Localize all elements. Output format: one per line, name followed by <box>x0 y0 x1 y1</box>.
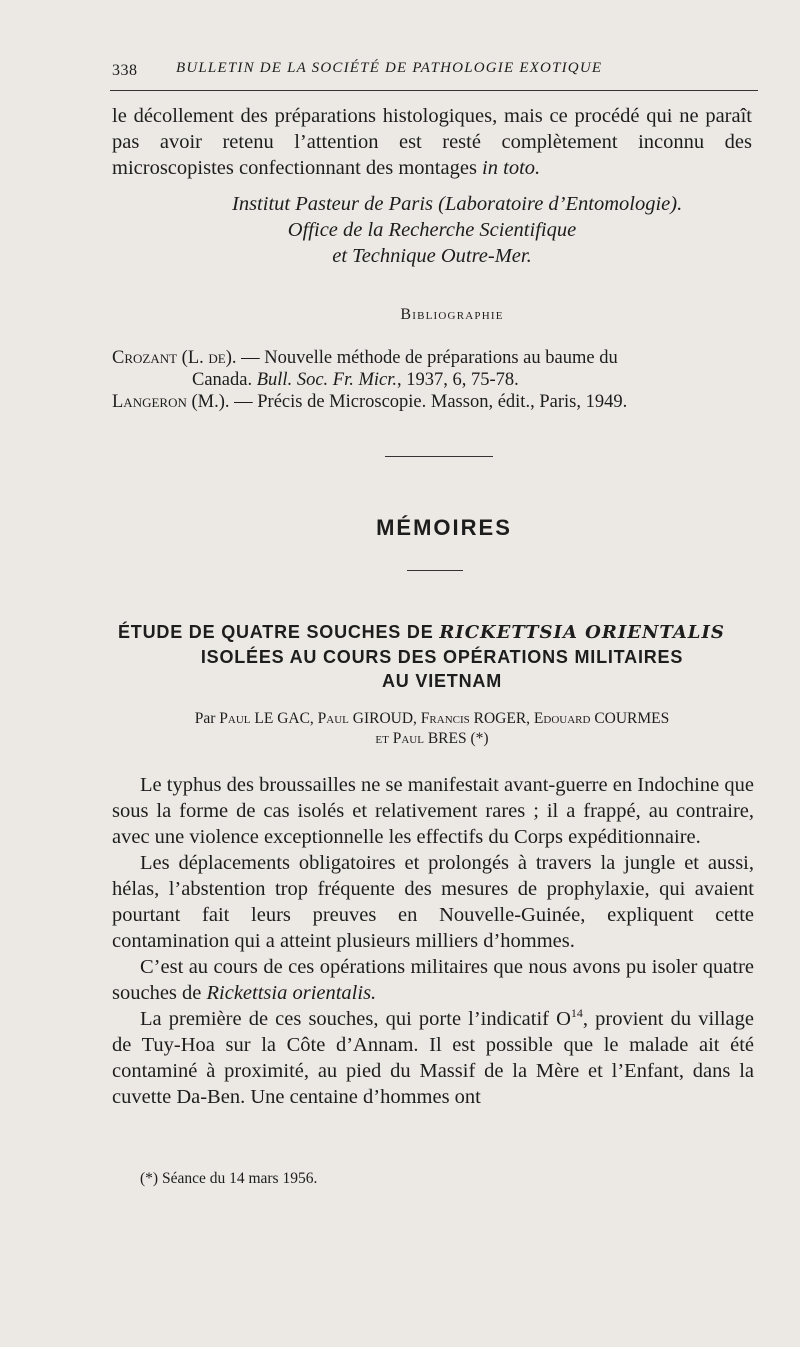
bibliography-list <box>112 347 760 413</box>
reference-cont-pre: Canada. <box>192 370 257 390</box>
institution-line-2: Office de la Recherche Scientifique <box>287 219 577 241</box>
title-line-1: ÉTUDE DE QUATRE SOUCHES DE <box>118 622 440 642</box>
authors-names: Paul LE GAC, Paul GIROUD, Francis ROGER, Edouard COURMES <box>219 710 670 727</box>
reference-text: — Nouvelle méthode de préparations au baume du <box>236 348 618 368</box>
institution-block <box>112 191 752 269</box>
paragraph-4 <box>112 1006 754 1110</box>
article-body <box>112 772 754 1110</box>
institution-line-3: et Technique Outre-Mer. <box>332 245 532 267</box>
paragraph-2: Les déplacements obligatoires et prolongés à travers la jungle et aussi, hélas, l’abstention trop fréquente des mesures de prophylaxie, qui avaient pourtant fait leurs preuves en Nouvelle-Guinée, expliquent cette contamination qui a atteint plusieurs milliers d’hommes. <box>112 852 754 952</box>
reference-1 <box>112 347 760 391</box>
section-heading: MÉMOIRES <box>376 515 512 540</box>
intro-paragraph <box>112 103 752 181</box>
reference-text: — Précis de Microscopie. Masson, édit., Paris, 1949. <box>229 392 628 412</box>
species-name: Rickettsia orientalis. <box>206 982 377 1004</box>
reference-author: Langeron (M.). <box>112 392 230 412</box>
journal-title: BULLETIN DE LA SOCIÉTÉ DE PATHOLOGIE EXOTIQUE <box>176 60 603 76</box>
reference-2 <box>112 391 760 413</box>
strain-superscript: 14 <box>570 1006 583 1020</box>
paragraph-1: Le typhus des broussailles ne se manifestait avant-guerre en Indochine que sous la forme de cas isolés et relativement rares ; il a frappé, au contraire, avec une violence exceptionnelle les effectifs du Corps expéditionnaire. <box>112 774 754 848</box>
title-species: RICKETTSIA ORIENTALIS <box>439 622 725 643</box>
paragraph-3-text: C’est au cours de ces opérations militaires que nous avons pu isoler quatre souches de <box>112 956 754 1004</box>
reference-cont-post: , 1937, 6, 75-78. <box>397 370 519 390</box>
reference-journal: Bull. Soc. Fr. Micr. <box>256 370 398 390</box>
footnote: (*) Séance du 14 mars 1956. <box>140 1170 318 1187</box>
title-line-2: ISOLÉES AU COURS DES OPÉRATIONS MILITAIRES <box>200 647 684 667</box>
authors-par: Par <box>194 710 220 727</box>
page-number: 338 <box>112 62 138 79</box>
intro-text: le décollement des préparations histologiques, mais ce procédé qui ne paraît pas avoir retenu l’attention est resté complètement inconnu des microscopistes confectionnant des montages <box>112 105 752 179</box>
article-title <box>112 620 772 693</box>
institution-line-1: Institut Pasteur de Paris (Laboratoire d’Entomologie). <box>232 193 683 215</box>
authors-line-2: et Paul BRES (*) <box>375 730 489 747</box>
heading-underline <box>407 570 463 571</box>
bibliography-heading: Bibliographie <box>400 306 504 323</box>
paragraph-3 <box>112 954 754 1006</box>
reference-author: Crozant (L. de). <box>112 348 237 368</box>
title-line-3: AU VIETNAM <box>382 671 502 691</box>
paragraph-4-rest: , provient du village de Tuy-Hoa sur la Côte d’Annam. Il est possible que le malade ait été contaminé à proximité, au pied du Massif de la Mère et l’Enfant, dans la cuvette Da-Ben. Une centaine d’hommes ont <box>112 1008 755 1108</box>
intro-italic: in toto. <box>482 157 541 179</box>
paragraph-4-text: La première de ces souches, qui porte l’indicatif O <box>140 1008 571 1030</box>
article-authors <box>112 709 752 749</box>
header-rule <box>110 90 758 91</box>
section-divider <box>385 456 493 457</box>
